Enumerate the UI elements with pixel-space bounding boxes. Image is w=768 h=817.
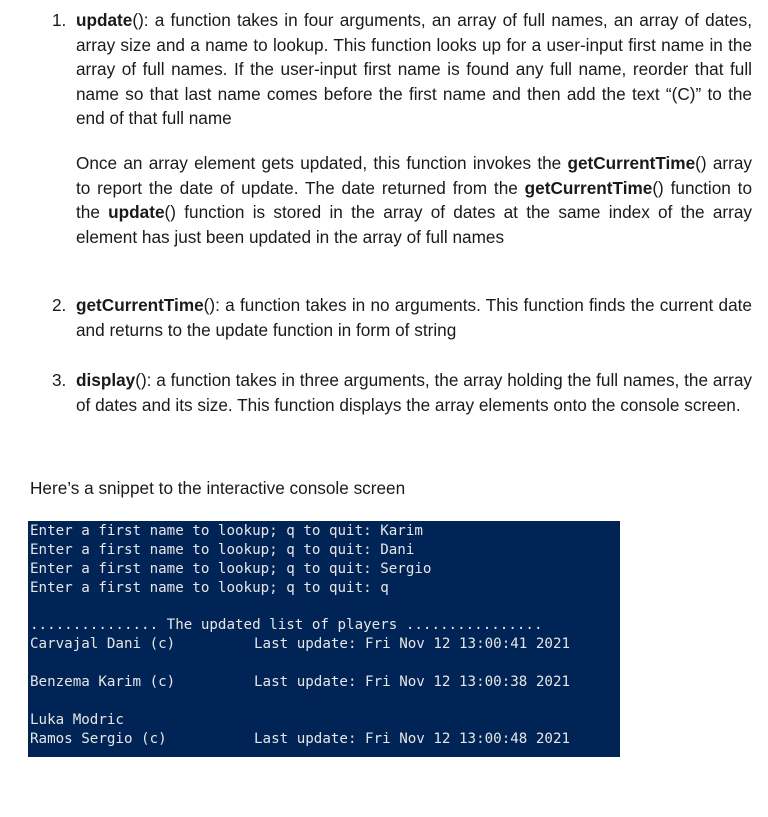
paragraph-text: () function is stored in the array of dates at the same index of the array element has just been updated in the array of full names [76, 202, 752, 247]
update-detail-paragraph [76, 151, 752, 249]
player-name: Ramos Sergio (c) [30, 730, 167, 747]
list-item-update [52, 8, 752, 249]
function-name: update [108, 202, 165, 223]
console-player-row [30, 730, 620, 749]
list-item-display [52, 368, 752, 417]
list-number: 3. [52, 370, 67, 390]
console-screen [28, 521, 620, 757]
player-last-update: Last update: Fri Nov 12 13:00:38 2021 [254, 674, 571, 691]
function-name: getCurrentTime [524, 177, 653, 198]
list-item-getcurrenttime [52, 293, 752, 342]
function-name: getCurrentTime [567, 152, 696, 173]
function-name: update [76, 10, 133, 30]
player-name: Luka Modric [30, 711, 124, 728]
console-prompt-line: Enter a first name to lookup; q to quit: Sergio [30, 560, 432, 577]
getcurrenttime-description [76, 293, 752, 342]
player-name: Benzema Karim (c) [30, 674, 176, 691]
console-player-row [30, 673, 620, 692]
console-list-header: ............... The updated list of players ................ [30, 617, 543, 634]
function-name: getCurrentTime [76, 295, 204, 315]
console-prompt-line: Enter a first name to lookup; q to quit: q [30, 579, 389, 596]
display-description [76, 368, 752, 417]
console-player-row [30, 711, 620, 730]
list-number: 2. [52, 295, 67, 315]
paragraph-text: () function to the [76, 177, 753, 223]
paragraph-text: Once an array element gets updated, this function invokes the [76, 152, 568, 173]
player-last-update: Last update: Fri Nov 12 13:00:41 2021 [254, 636, 571, 653]
function-name: display [76, 370, 136, 390]
paragraph-text: () array to report the date of update. The date returned from the [76, 152, 752, 198]
player-last-update: Last update: Fri Nov 12 13:00:48 2021 [254, 730, 571, 747]
description-text: (): a function takes in no arguments. This function finds the current date and returns to the update function in form of string [76, 295, 752, 340]
console-prompt-line: Enter a first name to lookup; q to quit: Dani [30, 541, 415, 558]
list-number: 1. [52, 10, 67, 30]
description-text: (): a function takes in three arguments, the array holding the full names, the array of dates and its size. This function displays the array elements onto the console screen. [76, 370, 752, 415]
console-prompt-line: Enter a first name to lookup; q to quit: Karim [30, 523, 423, 539]
console-intro-text: Here’s a snippet to the interactive console screen [30, 478, 406, 498]
console-player-row [30, 635, 620, 654]
update-description [76, 8, 752, 131]
player-name: Carvajal Dani (c) [30, 636, 176, 653]
description-text: (): a function takes in four arguments, an array of full names, an array of dates, array size and a name to lookup. This function looks up for a user-input first name in the array of full names. If the user-input first name is found any full name, reorder that full name so that last name comes before the first name and then add the text “(C)” to the end of that full name [76, 10, 752, 129]
